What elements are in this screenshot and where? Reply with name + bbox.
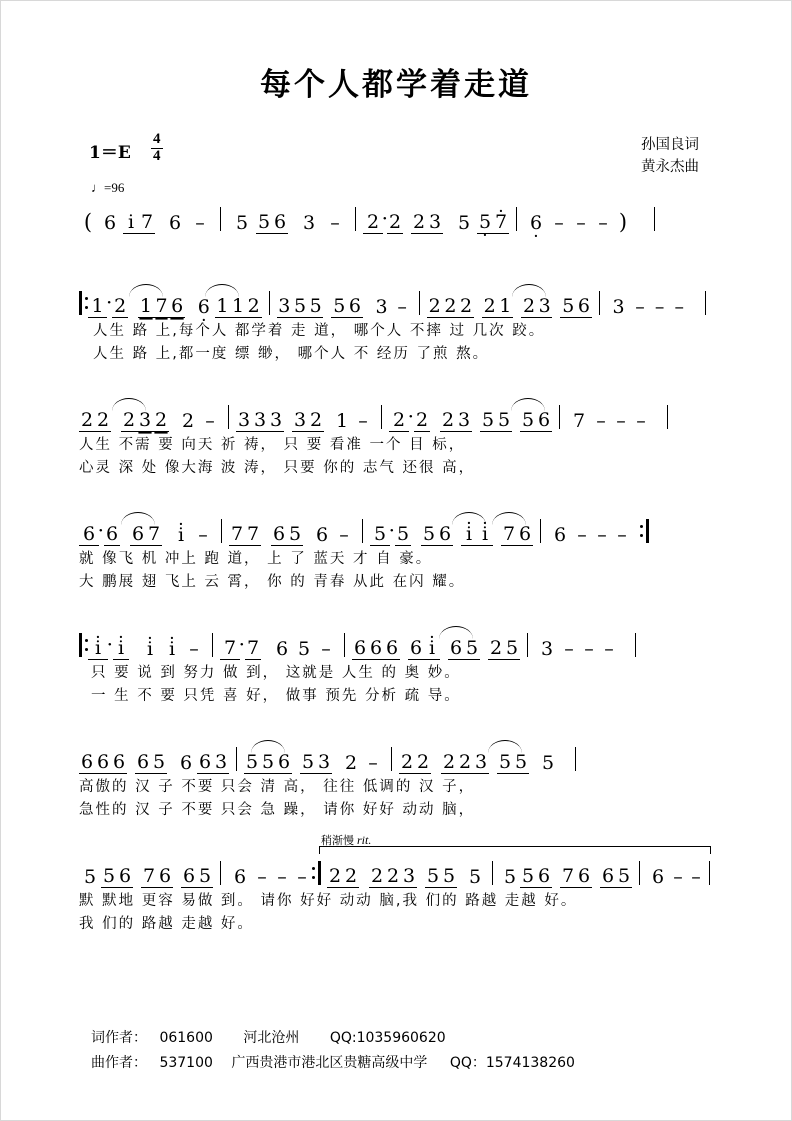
note: – (189, 638, 199, 660)
staff-notes (79, 622, 713, 660)
note: 5 (541, 752, 555, 774)
note: 5 · (370, 523, 390, 546)
system-2 (1, 394, 791, 478)
barline (362, 519, 363, 543)
note: 2 (154, 409, 168, 431)
note: 7 (561, 865, 575, 887)
note: 3 (612, 296, 625, 318)
lyrics-verse-1: 只 要 说 到 努力 做 到， 这就是 人生 的 奥 妙。 (91, 665, 461, 681)
note: – (576, 212, 586, 234)
note: 6 (112, 751, 126, 773)
note: 5 (562, 295, 575, 317)
note: 2 (344, 752, 358, 774)
note: 6 · (193, 296, 215, 318)
note: 5 · (477, 211, 493, 234)
note: 6 (438, 523, 452, 545)
note: 5 (481, 409, 495, 431)
footer-composer-place: 广西贵港市港北区贵糖高级中学 (231, 1054, 428, 1071)
note: 6 (273, 211, 287, 233)
note: 6 (277, 751, 291, 773)
footer-lyricist-label: 词作者： (91, 1030, 147, 1046)
note: 2 (386, 865, 400, 887)
barline (559, 405, 560, 429)
footer-composer-zip: 537100 (159, 1054, 213, 1071)
note: 5 (426, 865, 440, 887)
note: 6 (275, 638, 289, 660)
note: 1 · (88, 295, 108, 318)
key-signature: 1＝E (89, 143, 131, 163)
note: 2 (400, 751, 414, 773)
note: 6 (168, 212, 182, 234)
note: 3 (457, 409, 471, 431)
note: 7 (246, 637, 260, 659)
note: 2 (370, 865, 384, 887)
note: 5 (617, 865, 631, 887)
note: 2 (428, 295, 441, 317)
barline (654, 207, 655, 231)
note: 6 (315, 524, 329, 546)
barline (236, 747, 237, 771)
lyrics-verse-1: 人生 不需 要 向天 祈 祷， 只 要 看准 一个 目 标， (79, 437, 466, 453)
note: – (397, 296, 407, 318)
note: 5 (465, 637, 479, 659)
note: 6 (158, 865, 172, 887)
note: 5 (260, 751, 276, 774)
footer-lyricist-zip: 061600 (159, 1030, 213, 1046)
note: 3 (138, 409, 152, 431)
note: 5 (198, 865, 212, 887)
barline (575, 747, 576, 771)
note: 7 (142, 865, 156, 887)
note: 6 (385, 637, 399, 659)
barline (220, 861, 221, 885)
note: 6 (103, 212, 117, 234)
lyrics-verse-2: 急性的 汉 子 不要 只会 急 躁， 请你 好好 动动 脑， (79, 802, 476, 818)
note: 7 (147, 523, 161, 545)
note: 2 (459, 295, 473, 317)
note: 3 (253, 409, 267, 431)
intro-paren-close: ) (618, 210, 628, 234)
note: 5 (468, 866, 482, 888)
note: 5 (457, 212, 471, 234)
note: · i (161, 638, 183, 660)
intro-notes (79, 196, 713, 234)
note: 6 · (79, 523, 99, 546)
intro-paren-open: ( (83, 210, 93, 234)
note: 6 (518, 523, 532, 545)
note: – (584, 638, 594, 660)
footer-credits (91, 1026, 575, 1075)
footer-composer-label: 曲作者： (91, 1054, 147, 1071)
note: 2 (458, 751, 472, 773)
note: 5 (503, 866, 517, 888)
note: – (604, 638, 614, 660)
staff-notes (79, 736, 713, 774)
note: 5 (301, 751, 315, 773)
note: 2 (416, 751, 430, 773)
note: · i (170, 524, 192, 546)
note: 1 (335, 410, 349, 432)
barline (667, 405, 668, 429)
note: 7 (230, 523, 244, 545)
note: – (635, 296, 645, 318)
note: 6 (348, 295, 361, 317)
barline (419, 291, 420, 315)
system-6 (1, 833, 791, 934)
note: 3 (237, 409, 251, 431)
note: 2 (412, 211, 426, 233)
staff-notes (79, 508, 713, 546)
note: – (339, 524, 349, 546)
barline (221, 519, 222, 543)
note: 7 (246, 523, 260, 545)
note: 5 (442, 865, 456, 887)
note: 5 (257, 211, 271, 233)
lyrics-verse-2: 我 们的 路越 走越 好。 (79, 916, 254, 932)
note: 6 (105, 523, 119, 545)
system-4 (1, 622, 791, 706)
repeat-start-sign (79, 291, 88, 315)
system-5 (1, 736, 791, 820)
barline (516, 207, 517, 231)
note: – (564, 638, 574, 660)
note: 5 (520, 409, 536, 432)
page-title: 每个人都学着走道 (260, 67, 532, 103)
barline (355, 207, 356, 231)
note: 6 (577, 295, 590, 317)
system-1 (1, 280, 791, 364)
barline (381, 405, 382, 429)
note: 5 (235, 212, 249, 234)
note: – (636, 410, 646, 432)
lyrics-verse-1: 默 默地 更容 易做 到。 请你 好好 动动 脑,我 们的 路越 走越 好。 (79, 893, 578, 909)
note: 5 (497, 751, 513, 774)
note: – (577, 524, 587, 546)
note: 5 (245, 751, 259, 773)
repeat-end-sign (312, 861, 321, 885)
note: 3 (428, 211, 442, 233)
note: 2 (442, 751, 456, 773)
credits (641, 134, 699, 179)
note: 5 (521, 865, 535, 887)
note: · i (461, 523, 477, 546)
note: 5 (297, 638, 311, 660)
note: · i · (88, 637, 108, 660)
note: i (123, 211, 139, 234)
note: 2 (489, 637, 503, 659)
note: 1 (138, 295, 154, 318)
footer-line-lyricist (91, 1026, 575, 1051)
note: 6 (369, 637, 383, 659)
note: 6 (179, 752, 193, 774)
note: – (330, 212, 340, 234)
time-signature-denominator: 4 (153, 147, 161, 164)
tempo-marking: ♩=96 (91, 180, 125, 195)
note: 5 (497, 409, 511, 431)
note: 3 (540, 638, 554, 660)
note: 3 (278, 295, 291, 317)
note: · i (477, 523, 493, 546)
note: 6 (198, 751, 212, 773)
footer-line-composer (91, 1051, 575, 1076)
note: 2 (441, 409, 455, 431)
note: – (277, 866, 287, 888)
note: – (198, 524, 208, 546)
note: 7 (155, 295, 168, 317)
barline (635, 633, 636, 657)
note: 6 (553, 524, 567, 546)
note: 6 (353, 637, 367, 659)
note: 2 (444, 295, 457, 317)
note: – (321, 638, 331, 660)
note: 3 (269, 409, 283, 431)
lyrics-verse-1: 人生 路 上,每个人 都学着 走 道， 哪个人 不摔 过 几次 跤。 (93, 323, 546, 339)
note: 7 (572, 410, 586, 432)
note: – (617, 524, 627, 546)
barline (212, 633, 213, 657)
repeat-start-sign (79, 633, 88, 657)
note: – (616, 410, 626, 432)
note: 2 (96, 409, 110, 431)
system-intro (1, 196, 791, 238)
barline (391, 747, 392, 771)
barline (220, 207, 221, 231)
lyrics-verse-2: 人生 路 上,都一度 缥 缈， 哪个人 不 经历 了煎 熬。 (93, 346, 490, 362)
note: · i (139, 638, 161, 660)
barline (492, 861, 493, 885)
note: 6 (537, 409, 551, 431)
note: 2 · (389, 409, 409, 432)
note: 5 (288, 523, 302, 545)
barline (228, 405, 229, 429)
barline (540, 519, 541, 543)
note: 1 (231, 295, 245, 317)
note: – (691, 866, 701, 888)
footer-lyricist-place: 河北沧州 (243, 1030, 300, 1046)
note: – (297, 866, 307, 888)
footer-lyricist-qq: QQ:1035960620 (329, 1030, 446, 1046)
lyrics-verse-2: 大 鹏展 翅 飞上 云 霄， 你 的 青春 从此 在闪 耀。 (79, 574, 466, 590)
barline (705, 291, 706, 315)
note: 5 (152, 751, 166, 773)
barline (527, 633, 528, 657)
note: – (257, 866, 267, 888)
time-signature-numerator: 4 (153, 131, 161, 147)
note: – (368, 752, 378, 774)
note: 3 (302, 212, 316, 234)
note: – (205, 410, 215, 432)
note: 3 (402, 865, 416, 887)
note: 3 (317, 751, 331, 773)
note: 7 (501, 523, 517, 546)
note: 6 (448, 637, 464, 660)
note: 6 (96, 751, 110, 773)
note: 1 (499, 295, 512, 317)
note: 6 (118, 865, 132, 887)
note: 6 (601, 865, 615, 887)
note: 2 (181, 410, 195, 432)
repeat-end-sign (640, 519, 649, 543)
note: 3 (538, 295, 551, 317)
composer-credit: 黄永杰曲 (641, 159, 699, 176)
note: 5 (102, 865, 116, 887)
final-barline (709, 861, 710, 885)
note: – (598, 212, 608, 234)
note: – (358, 410, 368, 432)
barline (599, 291, 600, 315)
note: 6 (651, 866, 665, 888)
lyrics-verse-1: 就 像飞 机 冲上 跑 道， 上 了 蓝天 才 自 豪。 (79, 551, 433, 567)
note: 3 (474, 751, 488, 773)
note: – (673, 866, 683, 888)
note: 1 (215, 295, 231, 318)
staff-notes (79, 394, 713, 432)
note: 2 (80, 409, 94, 431)
note: 2 (415, 409, 429, 431)
note: 2 (114, 295, 127, 317)
note: · i (424, 637, 440, 660)
note: 5 (514, 751, 528, 773)
note: 2 (247, 295, 260, 317)
note: 5 (422, 523, 436, 545)
note: 6 (136, 751, 150, 773)
rit-chinese: 稍渐慢 (321, 834, 354, 847)
note: 6 (130, 523, 146, 546)
note: – (674, 296, 684, 318)
note: 5 (83, 866, 97, 888)
note: 2 · (363, 211, 383, 234)
note: 2 (344, 865, 358, 887)
note: 6 (182, 865, 196, 887)
note: 2 (483, 295, 496, 317)
note: · 7 (493, 211, 509, 234)
note: 3 (375, 296, 388, 318)
note: 6 (80, 751, 94, 773)
staff-notes (79, 850, 713, 888)
note: 3 (293, 409, 307, 431)
note: 2 (328, 865, 342, 887)
note: 5 (396, 523, 410, 545)
rit-italic: rit. (357, 833, 372, 847)
time-signature (151, 132, 163, 165)
note: 5 (333, 295, 346, 317)
note: – (195, 212, 205, 234)
note: 6 (171, 295, 184, 317)
note: – (554, 212, 564, 234)
barline (639, 861, 640, 885)
note: 7 · (220, 637, 240, 660)
note: 6 (409, 637, 423, 659)
note: 7 (140, 211, 154, 233)
note: 6 (537, 865, 551, 887)
note: 6 (233, 866, 247, 888)
system-3 (1, 508, 791, 592)
note: 6 (272, 523, 286, 545)
note: 6 · (524, 212, 548, 234)
barline (344, 633, 345, 657)
barline (269, 291, 270, 315)
note: – (597, 524, 607, 546)
note: – (654, 296, 665, 318)
note: – (596, 410, 606, 432)
note: 5 (505, 637, 519, 659)
note: 3 (214, 751, 228, 773)
note: · i (113, 637, 129, 660)
staff-notes (79, 280, 713, 318)
note: 2 (121, 409, 137, 432)
lyrics-verse-2: 心灵 深 处 像大海 波 涛， 只要 你的 志气 还很 高， (79, 460, 476, 476)
note: 5 (309, 295, 322, 317)
footer-composer-qq: QQ：1574138260 (449, 1054, 575, 1071)
score-header (1, 131, 791, 195)
note: 2 (388, 211, 402, 233)
lyrics-verse-1: 高傲的 汉 子 不要 只会 清 高， 往往 低调的 汉 子， (79, 779, 476, 795)
lyricist-credit: 孙国良词 (641, 137, 699, 153)
note: 2 (521, 295, 537, 318)
lyrics-verse-2: 一 生 不 要 只凭 喜 好， 做事 预先 分析 疏 导。 (91, 688, 461, 704)
note: 6 (577, 865, 591, 887)
note: 2 (309, 409, 323, 431)
note: 5 (293, 295, 307, 317)
